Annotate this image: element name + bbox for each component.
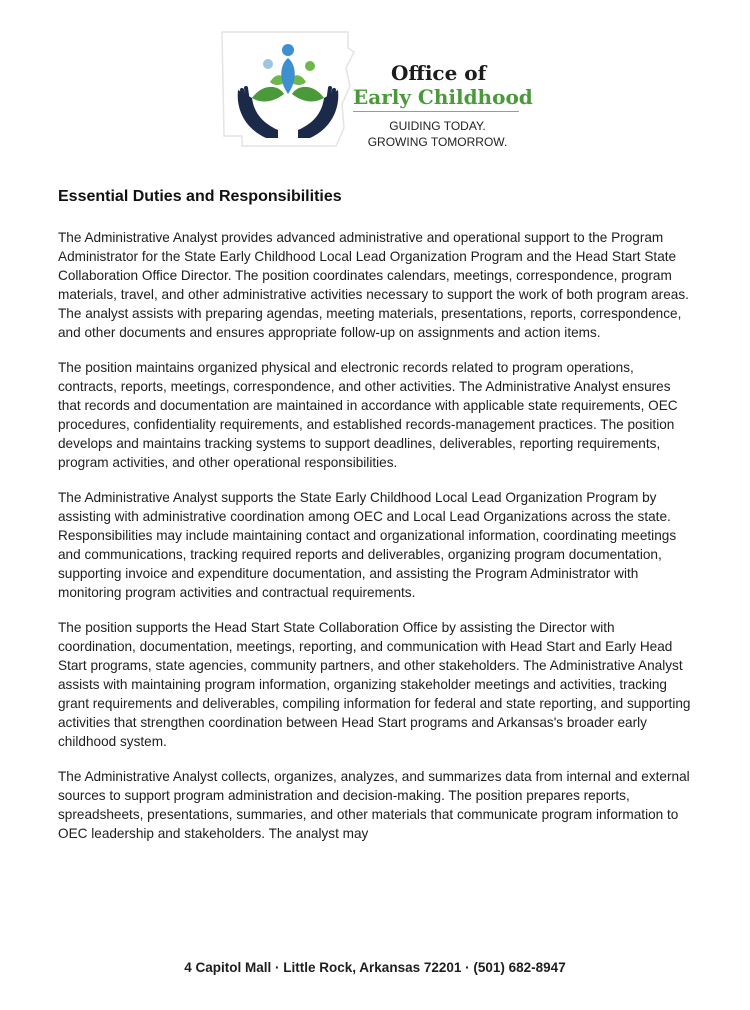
org-name <box>353 61 533 116</box>
section-heading: Essential Duties and Responsibilities <box>58 188 342 205</box>
tagline-line2: GROWING TOMORROW. <box>367 135 508 149</box>
paragraph-2: The position maintains organized physical and electronic records related to program operations, contracts, reports, meetings, correspondence, and other activities. The Administrative Analyst ensures that records and documentation are maintained in accordance with applicable state requirements, OEC procedures, confidentiality requirements, and established records-management practices. The position develops and maintains tracking systems to support deadlines, deliverables, reporting requirements, program activities, and other operational responsibilities. <box>58 360 678 470</box>
tagline <box>365 118 510 150</box>
org-name-line2: Early Childhood <box>353 85 533 109</box>
brand-divider <box>353 111 519 112</box>
tagline-line1: GUIDING TODAY. <box>389 119 486 133</box>
paragraph-1: The Administrative Analyst provides advanced administrative and operational support to the Program Administrator for the State Early Childhood Local Lead Organization Program and the Head Start State Collaboration Office Director. The position coordinates calendars, meetings, correspondence, program materials, travel, and other administrative activities necessary to support the work of both program areas. The analyst assists with preparing agendas, meeting materials, presentations, reports, correspondence, and other documents and ensures appropriate follow-up on assignments and action items. <box>58 230 689 340</box>
footer-address: 4 Capitol Mall · Little Rock, Arkansas 72201 · (501) 682-8947 <box>184 960 566 975</box>
body-text <box>58 228 694 859</box>
paragraph-5: The Administrative Analyst collects, organizes, analyzes, and summarizes data from internal and external sources to support program administration and decision-making. The position prepares reports, spreadsheets, presentations, summaries, and other materials that communicate program information to OEC leadership and stakeholders. The analyst may <box>58 769 690 841</box>
letterhead <box>0 0 750 175</box>
org-name-line1: Office of <box>391 61 487 85</box>
paragraph-4: The position supports the Head Start State Collaboration Office by assisting the Director with coordination, documentation, meetings, reporting, and communication with Head Start and Early Head Start programs, state agencies, community partners, and other stakeholders. The Administrative Analyst assists with maintaining program information, organizing stakeholder meetings and activities, tracking grant requirements and deliverables, compiling information for federal and state reporting, and supporting activities that strengthen coordination between Head Start programs and Arkansas's broader early childhood system. <box>58 620 691 749</box>
oec-logo-icon <box>218 28 358 158</box>
paragraph-3: The Administrative Analyst supports the State Early Childhood Local Lead Organization Program by assisting with administrative coordination among OEC and Local Lead Organizations across the state. Responsibilities may include maintaining contact and organizational information, coordinating meetings and communications, tracking required reports and deliverables, organizing program documentation, supporting invoice and expenditure documentation, and assisting the Program Administrator with monitoring program activities and contractual requirements. <box>58 490 677 600</box>
